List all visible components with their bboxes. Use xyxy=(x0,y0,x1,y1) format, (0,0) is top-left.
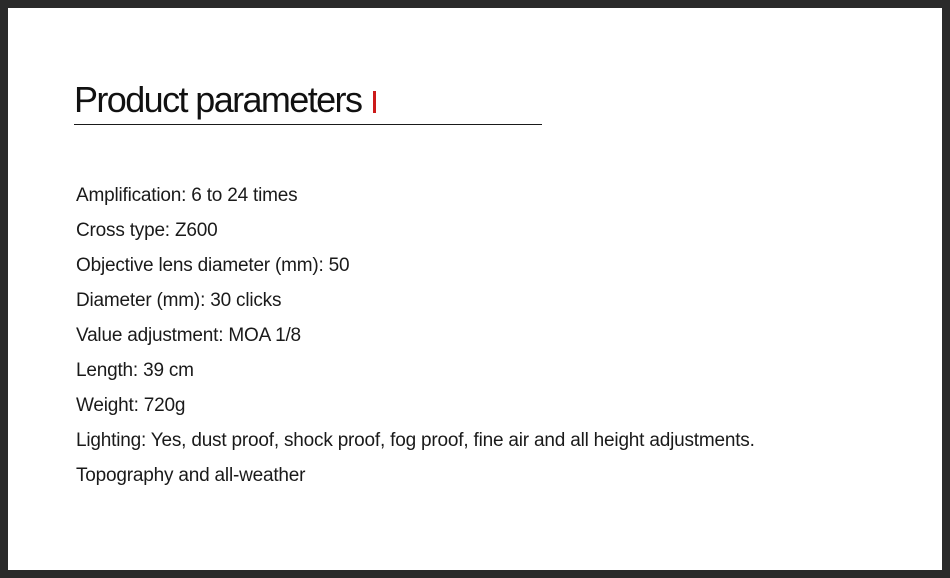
param-amplification: Amplification: 6 to 24 times xyxy=(76,185,298,206)
param-topography: Topography and all-weather xyxy=(76,465,306,486)
param-value-adjustment: Value adjustment: MOA 1/8 xyxy=(76,325,301,346)
title-accent-bar xyxy=(373,91,376,113)
param-weight: Weight: 720g xyxy=(76,395,186,416)
param-cross-type: Cross type: Z600 xyxy=(76,220,218,241)
content-panel xyxy=(8,8,942,570)
section-header xyxy=(74,74,542,125)
page-title xyxy=(74,78,376,122)
param-length: Length: 39 cm xyxy=(76,360,194,381)
param-objective-lens-diameter: Objective lens diameter (mm): 50 xyxy=(76,255,350,276)
param-lighting: Lighting: Yes, dust proof, shock proof, fog proof, fine air and all height adjustments. xyxy=(76,430,755,451)
parameter-list xyxy=(76,178,755,493)
param-diameter: Diameter (mm): 30 clicks xyxy=(76,290,282,311)
page-title-text: Product parameters xyxy=(74,79,362,120)
